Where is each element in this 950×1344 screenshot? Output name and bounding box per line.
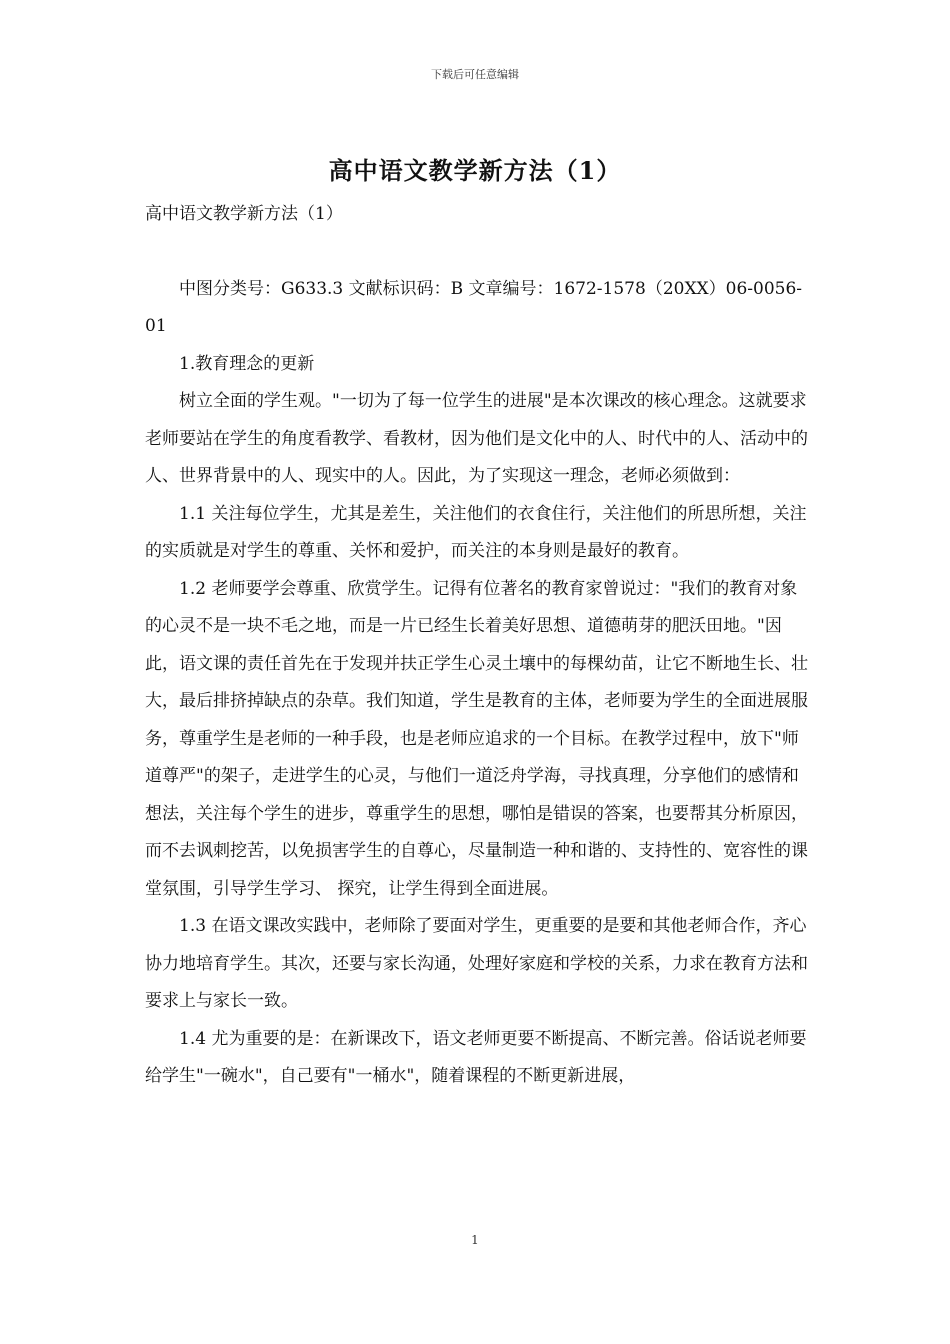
page-number: 1 [471, 1233, 479, 1247]
paragraph: 1.2 老师要学会尊重、欣赏学生。记得有位著名的教育家曾说过："我们的教育对象的心灵不是一块不毛之地，而是一片已经生长着美好思想、道德萌芽的肥沃田地。"因此，语文课的责任首先在于发现并扶正学生心灵土壤中的每棵幼苗，让它不断地生长、壮大，最后排挤掉缺点的杂草。我们知道，学生是教育的主体，老师要为学生的全面进展服务，尊重学生是老师的一种手段，也是老师应追求的一个目标。在教学过程中，放下"师道尊严"的架子，走进学生的心灵，与他们一道泛舟学海，寻找真理，分享他们的感情和想法，关注每个学生的进步，尊重学生的思想，哪怕是错误的答案，也要帮其分析原因，而不去讽刺挖苦，以免损害学生的自尊心，尽量制造一种和谐的、支持性的、宽容性的课堂氛围，引导学生学习、 探究，让学生得到全面进展。 [145, 578, 808, 899]
document-title: 高中语文教学新方法（1） [328, 156, 622, 185]
header-note: 下载后可任意编辑 [431, 68, 519, 81]
paragraph: 1.3 在语文课改实践中，老师除了要面对学生，更重要的是要和其他老师合作，齐心协力地培育学生。其次，还要与家长沟通，处理好家庭和学校的关系，力求在教育方法和要求上与家长一致。 [145, 916, 808, 1011]
document-subtitle: 高中语文教学新方法（1） [145, 204, 343, 224]
paragraph: 1.4 尤为重要的是：在新课改下，语文老师更要不断提高、不断完善。俗话说老师要给学生"一碗水"，自己要有"一桶水"，随着课程的不断更新进展， [145, 1028, 807, 1086]
document-body [145, 196, 810, 1096]
section-heading: 1.教育理念的更新 [179, 353, 315, 374]
paragraph: 1.1 关注每位学生，尤其是差生，关注他们的衣食住行，关注他们的所思所想，关注的实质就是对学生的尊重、关怀和爱护，而关注的本身则是最好的教育。 [145, 503, 807, 561]
classification-line: 中图分类号：G633.3 文献标识码：B 文章编号：1672-1578（20XX）06-0056-01 [145, 278, 803, 336]
paragraph: 树立全面的学生观。"一切为了每一位学生的进展"是本次课改的核心理念。这就要求老师要站在学生的角度看教学、看教材，因为他们是文化中的人、时代中的人、活动中的人、世界背景中的人、现实中的人。因此，为了实现这一理念，老师必须做到： [145, 391, 808, 486]
